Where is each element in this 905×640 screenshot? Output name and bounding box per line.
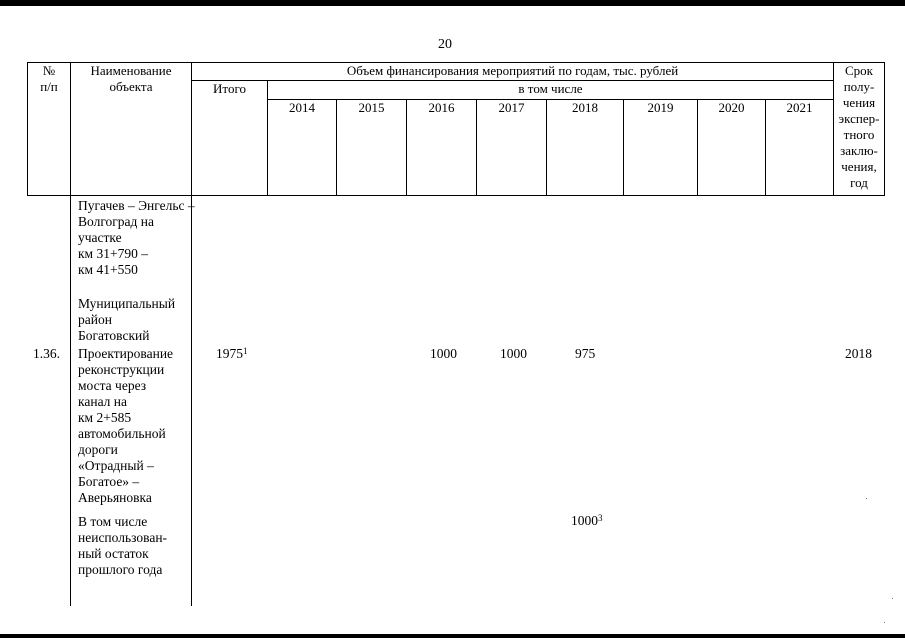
term-line: полу-	[843, 79, 875, 94]
header-year: 2019	[624, 100, 698, 196]
text-line: Муниципальный	[78, 296, 176, 311]
text-line: В том числе	[78, 514, 148, 529]
text-line: Проектирование	[78, 346, 174, 361]
top-border	[0, 0, 905, 6]
text-line: неиспользован-	[78, 530, 168, 545]
scan-speck	[892, 598, 893, 599]
text-line: район	[78, 312, 112, 327]
page-number: 20	[438, 37, 452, 52]
column-divider	[70, 196, 71, 606]
row-number: 1.36.	[33, 346, 60, 361]
header-num-line1: №	[42, 63, 56, 78]
header-funding: Объем финансирования мероприятий по годам, тыс. рублей	[192, 63, 834, 81]
text-line: моста через	[78, 378, 147, 393]
text-line: Аверьяновка	[78, 490, 152, 505]
footnote-mark: 3	[598, 513, 603, 523]
scan-speck	[884, 622, 885, 623]
text-line: участке	[78, 230, 122, 245]
text-line: км 41+550	[78, 262, 138, 277]
subrow-2018	[571, 513, 603, 529]
text-line: км 2+585	[78, 410, 132, 425]
header-name-line2: объекта	[109, 79, 153, 94]
header-year: 2016	[407, 100, 477, 196]
header-year: 2018	[547, 100, 624, 196]
scan-speck	[866, 498, 867, 499]
table-header	[27, 62, 885, 196]
header-num-cell	[28, 63, 71, 196]
text-line: прошлого года	[78, 562, 163, 577]
bottom-border	[0, 634, 905, 638]
term-line: год	[850, 175, 868, 190]
header-including: в том числе	[268, 81, 834, 100]
term-line: тного	[843, 127, 875, 142]
total-value: 1975	[216, 346, 243, 361]
header-year: 2017	[477, 100, 547, 196]
header-year: 2020	[698, 100, 766, 196]
subrow-2018-value: 1000	[571, 513, 598, 528]
row-2018: 975	[575, 346, 596, 361]
header-name-line1: Наименование	[90, 63, 172, 78]
text-line: канал на	[78, 394, 128, 409]
footnote-mark: 1	[243, 346, 248, 356]
term-line: экспер-	[838, 111, 880, 126]
term-line: чения	[842, 95, 876, 110]
text-line: км 31+790 –	[78, 246, 148, 261]
row-term: 2018	[845, 346, 872, 361]
term-line: Срок	[845, 63, 873, 78]
subrow-name	[78, 514, 203, 578]
header-num-line2: п/п	[40, 79, 58, 94]
text-line: Богатое» –	[78, 474, 140, 489]
header-term-cell	[834, 63, 885, 196]
district-heading	[78, 296, 203, 344]
row-2017: 1000	[500, 346, 527, 361]
text-line: «Отрадный –	[78, 458, 154, 473]
row-2016: 1000	[430, 346, 457, 361]
term-line: заклю-	[840, 143, 878, 158]
continuation-text	[78, 198, 203, 278]
row-total	[216, 346, 248, 362]
header-year: 2021	[766, 100, 834, 196]
text-line: автомобильной	[78, 426, 166, 441]
text-line: Волгоград на	[78, 214, 155, 229]
term-line: чения,	[841, 159, 877, 174]
row-object-name	[78, 346, 203, 506]
text-line: ный остаток	[78, 546, 149, 561]
header-year: 2014	[268, 100, 337, 196]
header-name-cell	[71, 63, 192, 196]
text-line: Пугачев – Энгельс –	[78, 198, 195, 213]
text-line: реконструкции	[78, 362, 165, 377]
text-line: дороги	[78, 442, 118, 457]
text-line: Богатовский	[78, 328, 150, 343]
header-total: Итого	[192, 81, 268, 196]
header-year: 2015	[337, 100, 407, 196]
